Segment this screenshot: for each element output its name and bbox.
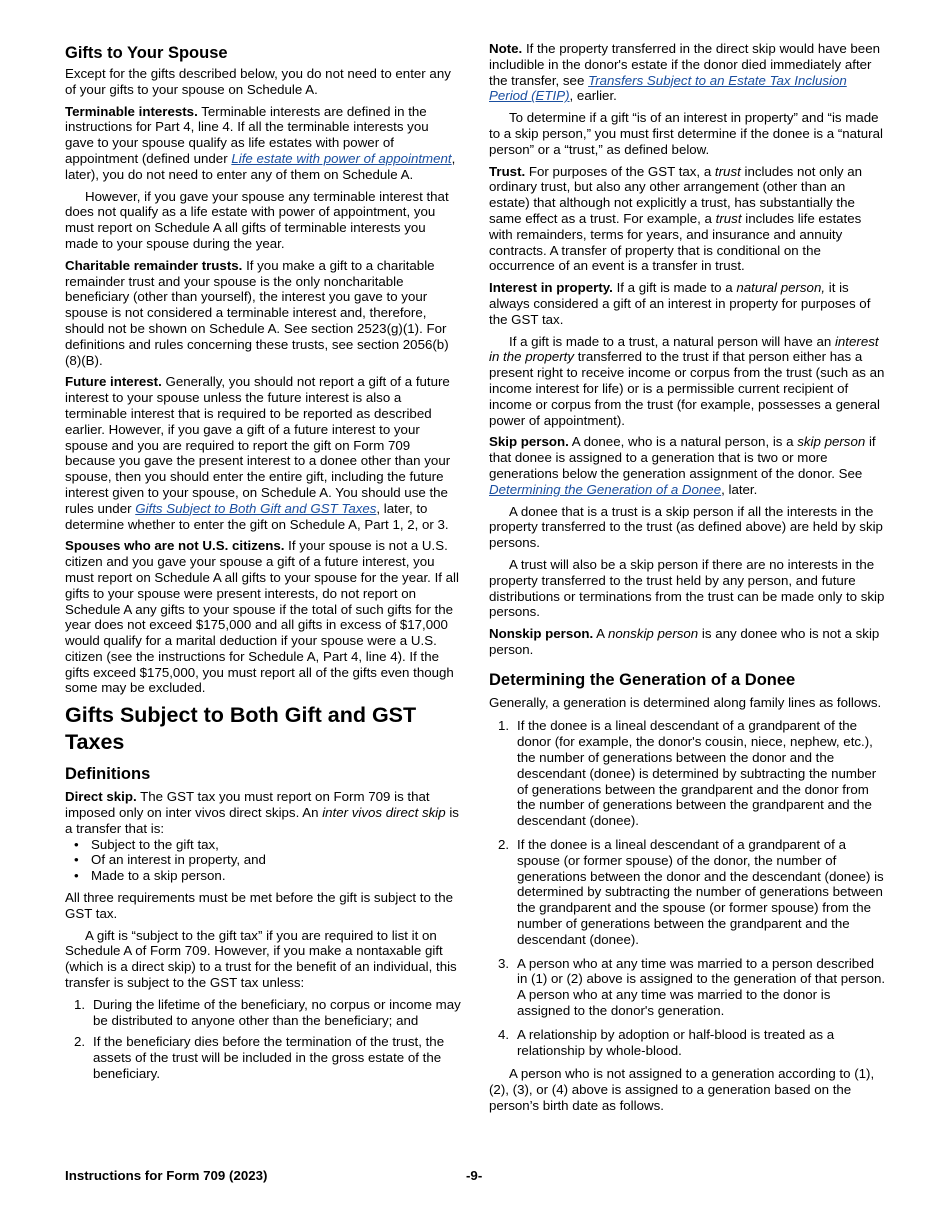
paragraph-if-trust: [489, 334, 886, 429]
text: includes life estates with remainders, terms for years, and insurance and annuity contracts. A transfer of property that is conditional on the occurrence of an event is a transfer in trust.: [489, 210, 862, 274]
em-skip-person: skip person: [797, 434, 866, 450]
paragraph-direct-skip: [65, 789, 461, 836]
text: includes not only an ordinary trust, but also any other arrangement (other than an estate) that although not explicitly a trust, has substantially the same effect as a trust. For example, a: [489, 163, 863, 226]
link-life-estate[interactable]: Life estate with power of appointment: [231, 150, 452, 166]
left-column: [65, 41, 461, 1088]
list-item: [65, 997, 461, 1029]
paragraph-subject-gift-tax: A gift is “subject to the gift tax” if you are required to list it on Schedule A of Form 709. However, if you make a nontaxable gift (which is a direct skip) to a trust for the benefit of an individual, this transfer is subject to the GST tax unless:: [65, 927, 457, 991]
lead-noncitizen-spouses: Spouses who are not U.S. citizens.: [65, 538, 285, 554]
text: Terminable interests are defined in the instructions for Part 4, line 4. If all the terminable interests you gave to your spouse qualify as life estates with power of appointment (defined under: [65, 103, 429, 166]
paragraph-donee-trust: A donee that is a trust is a skip person if all the interests in the property transferred to the trust (as defined above) are held by skip persons.: [489, 503, 883, 551]
lead-direct-skip: Direct skip.: [65, 789, 137, 805]
list-number: 1.: [74, 996, 86, 1012]
text: , later), you do not need to enter any of them on Schedule A.: [65, 150, 456, 182]
text: is a transfer that is:: [65, 805, 459, 836]
heading-definitions: Definitions: [65, 765, 151, 784]
lead-terminable-interests: Terminable interests.: [65, 103, 198, 119]
text: , later, to determine whether to enter the gift on Schedule A, Part 1, 2, or 3.: [65, 500, 449, 532]
lead-future-interest: Future interest.: [65, 374, 162, 390]
heading-gifts-to-spouse: Gifts to Your Spouse: [65, 44, 228, 62]
text: if that donee is assigned to a generation that is two or more generations below the generation assignment of the donor. See: [489, 434, 876, 481]
lead-trust: Trust.: [489, 163, 526, 179]
text: , earlier.: [569, 88, 617, 104]
text: If your spouse is not a U.S. citizen and you gave your spouse a gift of a future interest, you must report on Schedule A all gifts to your spouse for the year. If all gifts to your spouse were present interests, do not report on Schedule A any gifts to your spouse if the total of such gifts for the year does not exceed $175,000 and all gifts in excess of $17,000 would qualify for a marital deduction if your spouse were a U.S. citizen (see the instructions for Schedule A, Part 4, line 4). If the gifts exceed $175,000, you must report all of the gifts even though some may be excluded.: [65, 538, 459, 696]
list-item: [489, 718, 886, 829]
right-column: [489, 41, 886, 1120]
heading-gifts-gst: Gifts Subject to Both Gift and GST Taxes: [65, 703, 417, 755]
link-determining-generation[interactable]: Determining the Generation of a Donee: [489, 481, 722, 497]
lead-skip-person: Skip person.: [489, 434, 569, 450]
list-text: A person who at any time was married to a person described in (1) or (2) above is assigned to the generation of that person. A person who at any time was married to the donor is assigned to the donor's generation.: [517, 955, 886, 1019]
numbered-list-left: [65, 997, 461, 1082]
text: A: [596, 626, 605, 642]
page-number: -9-: [466, 1168, 483, 1183]
em-nonskip-person: nonskip person: [608, 626, 699, 642]
list-item: [65, 1034, 461, 1081]
footer-title: Instructions for Form 709 (2023): [65, 1168, 268, 1183]
list-text: A relationship by adoption or half-blood is treated as a relationship by whole-blood.: [517, 1026, 835, 1058]
em-trust: trust: [715, 210, 742, 226]
text: transferred to the trust if that person either has a present right to receive income or corpus from the trust (such as an income interest for life) or is a permissible current recipient of income or corpus from the trust (for example, possesses a general power of appointment).: [489, 349, 885, 428]
em-inter-vivos: inter vivos direct skip: [322, 805, 446, 821]
paragraph-note: [489, 41, 886, 104]
heading-determining-generation: Determining the Generation of a Donee: [489, 670, 796, 689]
paragraph-trust: [489, 164, 886, 275]
text: If the property transferred in the direct skip would have been includible in the donor's estate if the donor died immediately after the transfer, see: [489, 41, 880, 88]
list-number: 2.: [74, 1034, 86, 1050]
paragraph-nonskip-person: [489, 626, 886, 658]
paragraph-future-interest: [65, 374, 461, 532]
list-item: • Made to a skip person.: [65, 868, 461, 884]
text: is any donee who is not a skip person.: [489, 626, 880, 657]
list-item: • Of an interest in property, and: [65, 852, 461, 868]
paragraph-all-three: All three requirements must be met before the gift is subject to the GST tax.: [65, 890, 454, 921]
text: A donee, who is a natural person, is a: [571, 434, 794, 450]
numbered-list-right: [489, 718, 886, 1058]
paragraph-charitable-remainder: [65, 258, 461, 369]
list-number: 2.: [498, 837, 510, 853]
em-natural-person: natural person,: [736, 280, 826, 296]
link-etip[interactable]: Transfers Subject to an Estate Tax Inclusion Period (ETIP): [489, 72, 847, 104]
text: Generally, you should not report a gift of a future interest to your spouse unless the future interest is also a terminable interest that is required to be reported as described earlier. However, if you gave a gift of a future interest to your spouse and you are required to report the gift on Form 709 because you gave the present interest to a donee other than your spouse, then you should enter the entire gift, including the future interest given to your spouse, on Schedule A. You should use the rules under: [65, 374, 451, 516]
em-interest-in-property: interest in the property: [489, 333, 879, 365]
text: The GST tax you must report on Form 709 is that imposed only on inter vivos direct skips. An: [65, 789, 430, 821]
list-text: During the lifetime of the beneficiary, no corpus or income may be distributed to anyone other than the beneficiary; and: [93, 996, 461, 1028]
paragraph-terminable-interests: [65, 104, 461, 183]
paragraph-trust-also: A trust will also be a skip person if there are no interests in the property transferred to the trust held by any person, and future distributions or terminations from the trust can be made only to skip persons.: [489, 556, 885, 620]
paragraph-interest-in-property: [489, 280, 886, 327]
text: If you make a gift to a charitable remainder trust and your spouse is the only noncharitable beneficiary (other than yourself), the interest you gave to your spouse is not considered a terminable interest and, therefore, should not be shown on Schedule A. See section 2523(g)(1). For definitions and rules concerning these trusts, see section 2056(b)(8)(B).: [65, 257, 449, 368]
lead-interest-in-property: Interest in property.: [489, 280, 613, 296]
text: , later.: [721, 481, 758, 497]
text: it is always considered a gift of an interest in property for purposes of the GST tax.: [489, 280, 871, 327]
paragraph-determine: To determine if a gift “is of an interest in property” and “is made to a skip person,” you must first determine if the donee is a “natural person” or a “trust,” as defined below.: [489, 110, 883, 157]
em-trust: trust: [714, 163, 741, 179]
paragraph-noncitizen-spouses: [65, 538, 461, 696]
paragraph-skip-person: [489, 434, 886, 497]
lead-charitable-remainder: Charitable remainder trusts.: [65, 257, 243, 273]
text: For purposes of the GST tax, a: [528, 163, 712, 179]
paragraph-however: However, if you gave your spouse any terminable interest that does not qualify as a life estate with power of appointment, you must report on Schedule A all gifts of terminable interests you made to your spouse during the year.: [65, 188, 449, 251]
bullet-list: [65, 837, 461, 884]
link-gifts-subject-gst[interactable]: Gifts Subject to Both Gift and GST Taxes: [135, 500, 377, 516]
page-footer: [65, 1168, 886, 1184]
text: If a gift is made to a trust, a natural person will have an: [509, 333, 832, 349]
list-number: 3.: [498, 955, 510, 971]
paragraph-generally: Generally, a generation is determined along family lines as follows.: [489, 694, 882, 710]
text: If a gift is made to a: [616, 280, 733, 296]
list-item: [489, 837, 886, 948]
paragraph-not-assigned: A person who is not assigned to a generation according to (1), (2), (3), or (4) above is assigned to a generation based on the person’s birth date as follows.: [489, 1066, 875, 1114]
list-item: [489, 1027, 886, 1059]
list-text: If the beneficiary dies before the termination of the trust, the assets of the trust will be included in the gross estate of the beneficiary.: [93, 1034, 445, 1082]
list-item: • Subject to the gift tax,: [65, 837, 461, 853]
paragraph-except: Except for the gifts described below, you do not need to enter any of your gifts to your spouse on Schedule A.: [65, 66, 451, 97]
list-number: 1.: [498, 718, 510, 734]
list-text: If the donee is a lineal descendant of a grandparent of the donor (for example, the donor's cousin, niece, nephew, etc.), the number of generations between the donor and the descendant (donee) is determined by subtracting the number of generations between the grandparent and the donor from the number of generations between the grandparent and the descendant (donee).: [517, 718, 877, 829]
list-item: [489, 956, 886, 1019]
list-text: If the donee is a lineal descendant of a grandparent of a spouse (or former spouse) of the donor, the number of generations between the donor and the descendant (donee) is determined by subtracting the number of generations between the grandparent and the spouse (or former spouse) from the number of generations between the grandparent and the descendant (donee).: [517, 837, 884, 947]
lead-nonskip-person: Nonskip person.: [489, 626, 594, 642]
list-number: 4.: [498, 1026, 510, 1042]
lead-note: Note.: [489, 41, 523, 56]
